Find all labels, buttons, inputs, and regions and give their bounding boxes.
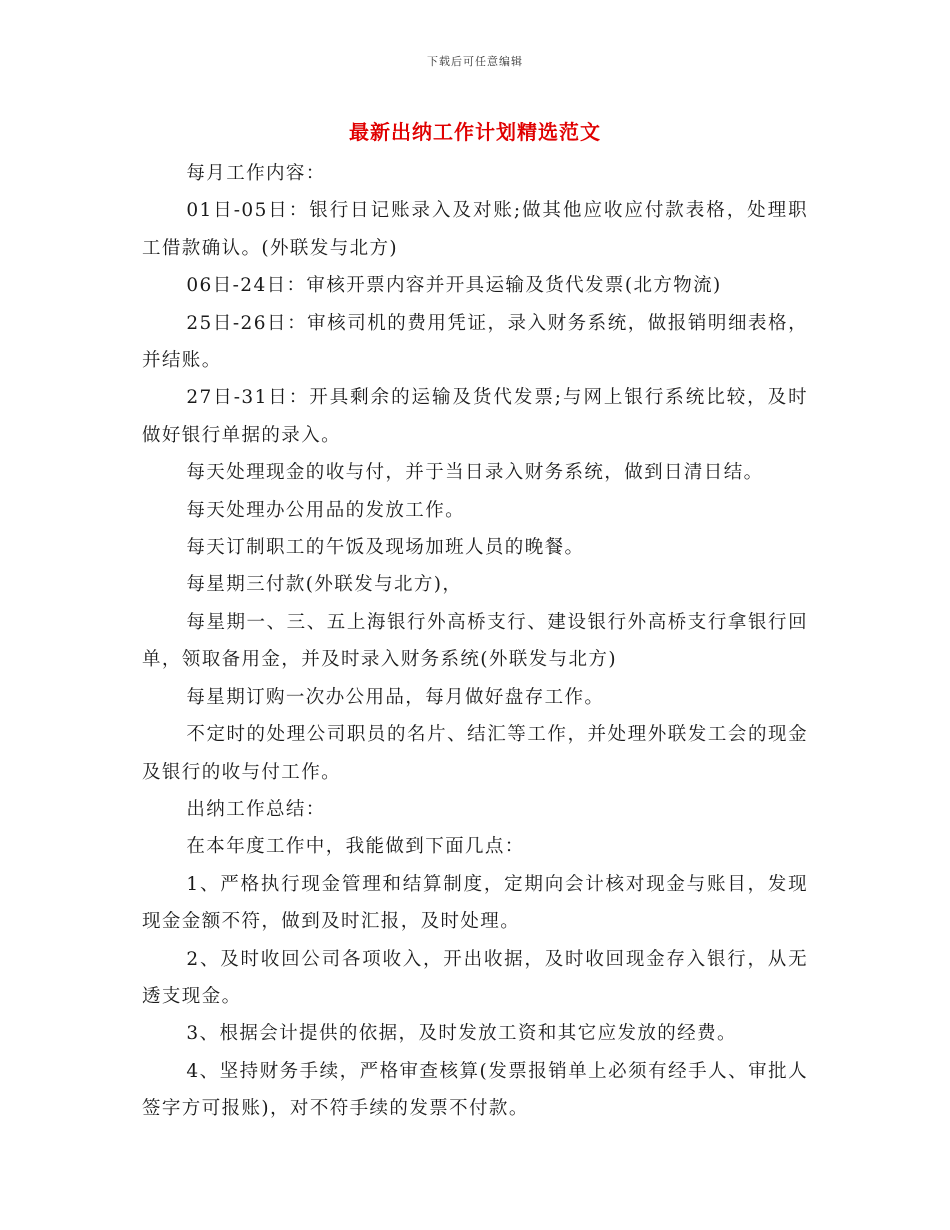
paragraph: 01日-05日：银行日记账录入及对账;做其他应收应付款表格，处理职工借款确认。(外联发与北方) [142, 200, 808, 259]
paragraph: 每月工作内容： [186, 163, 326, 184]
paragraph: 06日-24日：审核开票内容并开具运输及货代发票(北方物流) [186, 275, 722, 297]
paragraph: 出纳工作总结： [186, 798, 326, 820]
paragraph: 27日-31日：开具剩余的运输及货代发票;与网上银行系统比较，及时做好银行单据的录入。 [142, 387, 808, 446]
paragraph: 4、坚持财务手续，严格审查核算(发票报销单上必须有经手人、审批人签字方可报账)，对不符手续的发票不付款。 [142, 1060, 808, 1120]
paragraph: 每星期三付款(外联发与北方)， [186, 574, 463, 596]
paragraph: 在本年度工作中，我能做到下面几点： [186, 836, 525, 858]
paragraph: 每天处理现金的收与付，并于当日录入财务系统，做到日清日结。 [186, 462, 764, 484]
document-body [142, 155, 808, 1128]
paragraph: 1、严格执行现金管理和结算制度，定期向会计核对现金与账目，发现现金金额不符，做到及时汇报，及时处理。 [142, 873, 808, 933]
document-title: 最新出纳工作计划精选范文 [349, 120, 601, 144]
paragraph: 每星期订购一次办公用品，每月做好盘存工作。 [186, 686, 605, 708]
paragraph: 每天处理办公用品的发放工作。 [186, 499, 465, 521]
paragraph: 2、及时收回公司各项收入，开出收据，及时收回现金存入银行，从无透支现金。 [142, 948, 808, 1007]
paragraph: 25日-26日：审核司机的费用凭证，录入财务系统，做报销明细表格，并结账。 [142, 312, 808, 372]
paragraph: 每天订制职工的午饭及现场加班人员的晚餐。 [186, 537, 585, 559]
paragraph: 不定时的处理公司职员的名片、结汇等工作，并处理外联发工会的现金及银行的收与付工作。 [142, 724, 808, 783]
paragraph: 每星期一、三、五上海银行外高桥支行、建设银行外高桥支行拿银行回单，领取备用金，并及时录入财务系统(外联发与北方) [142, 611, 808, 671]
paragraph: 3、根据会计提供的依据，及时发放工资和其它应发放的经费。 [186, 1023, 737, 1045]
header-note: 下载后可任意编辑 [427, 55, 523, 68]
